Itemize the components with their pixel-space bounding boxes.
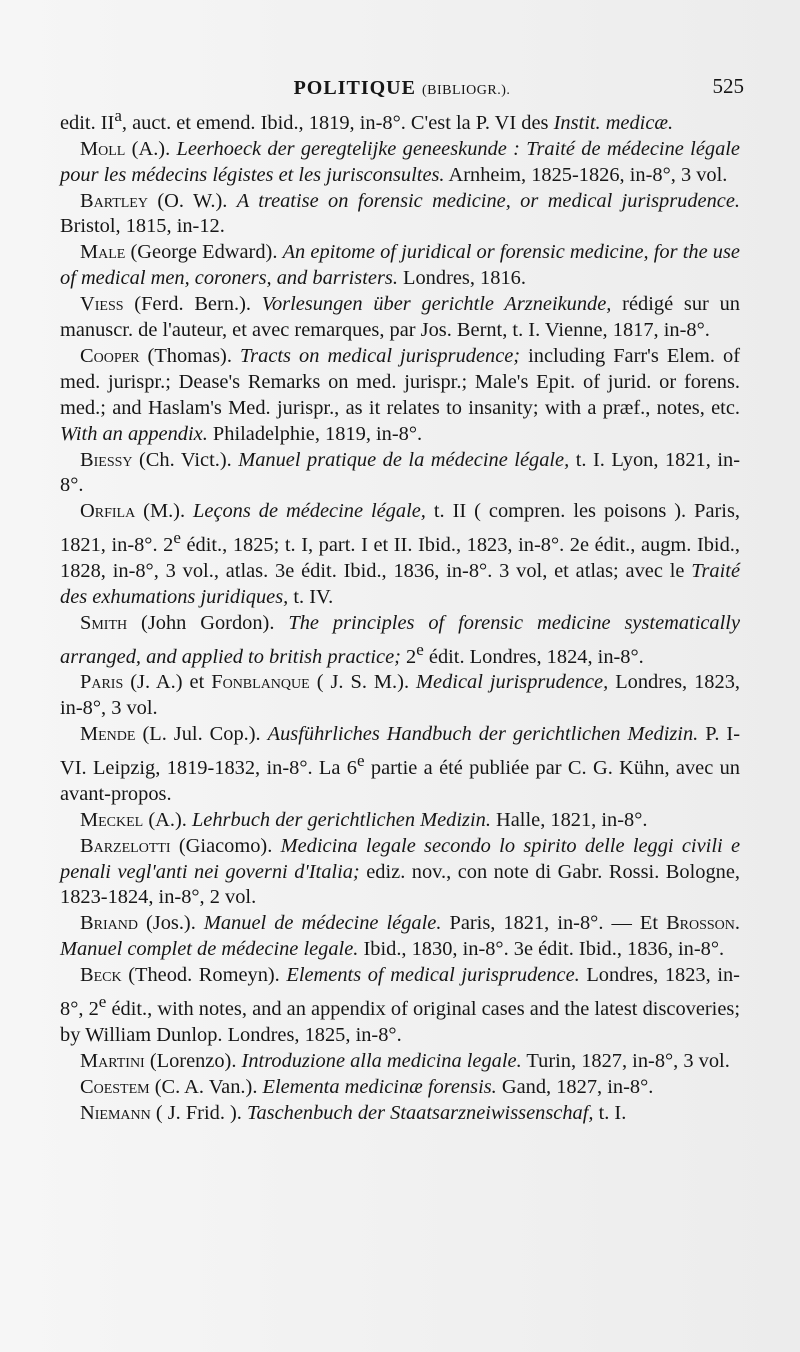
- bibliography-text: [60, 103, 740, 1126]
- bibliography-entry: Meckel (A.). Lehrbuch der gerichtlichen Medizin. Halle, 1821, in-8°.: [80, 808, 648, 831]
- bibliography-entry: Bartley (O. W.). A treatise on forensic medicine, or medical jurisprudence. Bristol, 1815, in-12.: [60, 189, 740, 238]
- page-number: 525: [712, 74, 744, 98]
- bibliography-entry: Orfila (M.). Leçons de médecine légale, t. II ( compren. les poisons ). Paris, 1821, in-8°. 2e édit., 1825; t. I, part. I et II. Ibid., 1823, in-8°. 2e édit., augm. Ibid., 1828, in-8°, 3 vol., atlas. 3e édit. Ibid., 1836, in-8°. 3 vol, et atlas; avec le Traité des exhumations juridiques, t. IV.: [60, 500, 740, 608]
- bibliography-entry: Briand (Jos.). Manuel de médecine légale. Paris, 1821, in-8°. — Et Brosson. Manuel complet de médecine legale. Ibid., 1830, in-8°. 3e édit. Ibid., 1836, in-8°.: [60, 912, 741, 961]
- bibliography-entry: Mende (L. Jul. Cop.). Ausführliches Handbuch der gerichtlichen Medizin. P. I-VI. Leipzig, 1819-1832, in-8°. La 6e partie a été publiée par C. G. Kühn, avec un avant-propos.: [60, 723, 741, 805]
- bibliography-entry: Biessy (Ch. Vict.). Manuel pratique de la médecine légale, t. I. Lyon, 1821, in-8°.: [60, 448, 740, 497]
- bibliography-entry: Smith (John Gordon). The principles of forensic medicine systematically arranged, and applied to british practice; 2e édit. Londres, 1824, in-8°.: [60, 611, 740, 668]
- bibliography-entry: Niemann ( J. Frid. ). Taschenbuch der Staatsarzneiwissenschaf, t. I.: [80, 1101, 627, 1124]
- bibliography-entry: Coestem (C. A. Van.). Elementa medicinæ forensis. Gand, 1827, in-8°.: [80, 1075, 654, 1098]
- bibliography-entry: Paris (J. A.) et Fonblanque ( J. S. M.). Medical jurisprudence, Londres, 1823, in-8°, 3 vol.: [60, 671, 740, 720]
- bibliography-entry: Cooper (Thomas). Tracts on medical jurisprudence; including Farr's Elem. of med. jurispr.; Dease's Remarks on med. jurispr.; Male's Epit. of jurid. or forens. med.; and Haslam's Med. jurispr., as it relates to insanity; with a præf., notes, etc. With an appendix. Philadelphie, 1819, in-8°.: [60, 344, 740, 445]
- running-title-main: POLITIQUE: [293, 76, 416, 99]
- bibliography-entry: Male (George Edward). An epitome of juridical or forensic medicine, for the use of medical men, coroners, and barristers. Londres, 1816.: [60, 241, 740, 290]
- bibliography-entry: Barzelotti (Giacomo). Medicina legale secondo lo spirito delle leggi civili e penali vegl'anti nei governi d'Italia; ediz. nov., con note di Gabr. Rossi. Bologne, 1823-1824, in-8°, 2 vol.: [60, 834, 741, 909]
- bibliography-entry: Viess (Ferd. Bern.). Vorlesungen über gerichtle Arzneikunde, rédigé sur un manuscr. de l'auteur, et avec remarques, par Jos. Bernt, t. I. Vienne, 1817, in-8°.: [60, 293, 740, 342]
- bibliography-entry: edit. $II^a$, auct. et emend. Ibid., 1819, in-8°. C'est la P. VI des Instit. medicæ.: [60, 106, 674, 134]
- running-title: [294, 77, 511, 100]
- running-title-subtitle: (BIBLIOGR.).: [421, 82, 511, 98]
- bibliography-entry: Moll (A.). Leerhoeck der geregtelijke geneeskunde : Traité de médecine légale pour les médecins légistes et les jurisconsultes. Arnheim, 1825-1826, in-8°, 3 vol.: [60, 137, 740, 186]
- bibliography-entry: Martini (Lorenzo). Introduzione alla medicina legale. Turin, 1827, in-8°, 3 vol.: [80, 1049, 730, 1072]
- bibliography-entry: Beck (Theod. Romeyn). Elements of medical jurisprudence. Londres, 1823, in-8°, 2e édit., with notes, and an appendix of original cases and the latest discoveries; by William Dunlop. Londres, 1825, in-8°.: [60, 964, 740, 1046]
- running-head: [60, 68, 744, 108]
